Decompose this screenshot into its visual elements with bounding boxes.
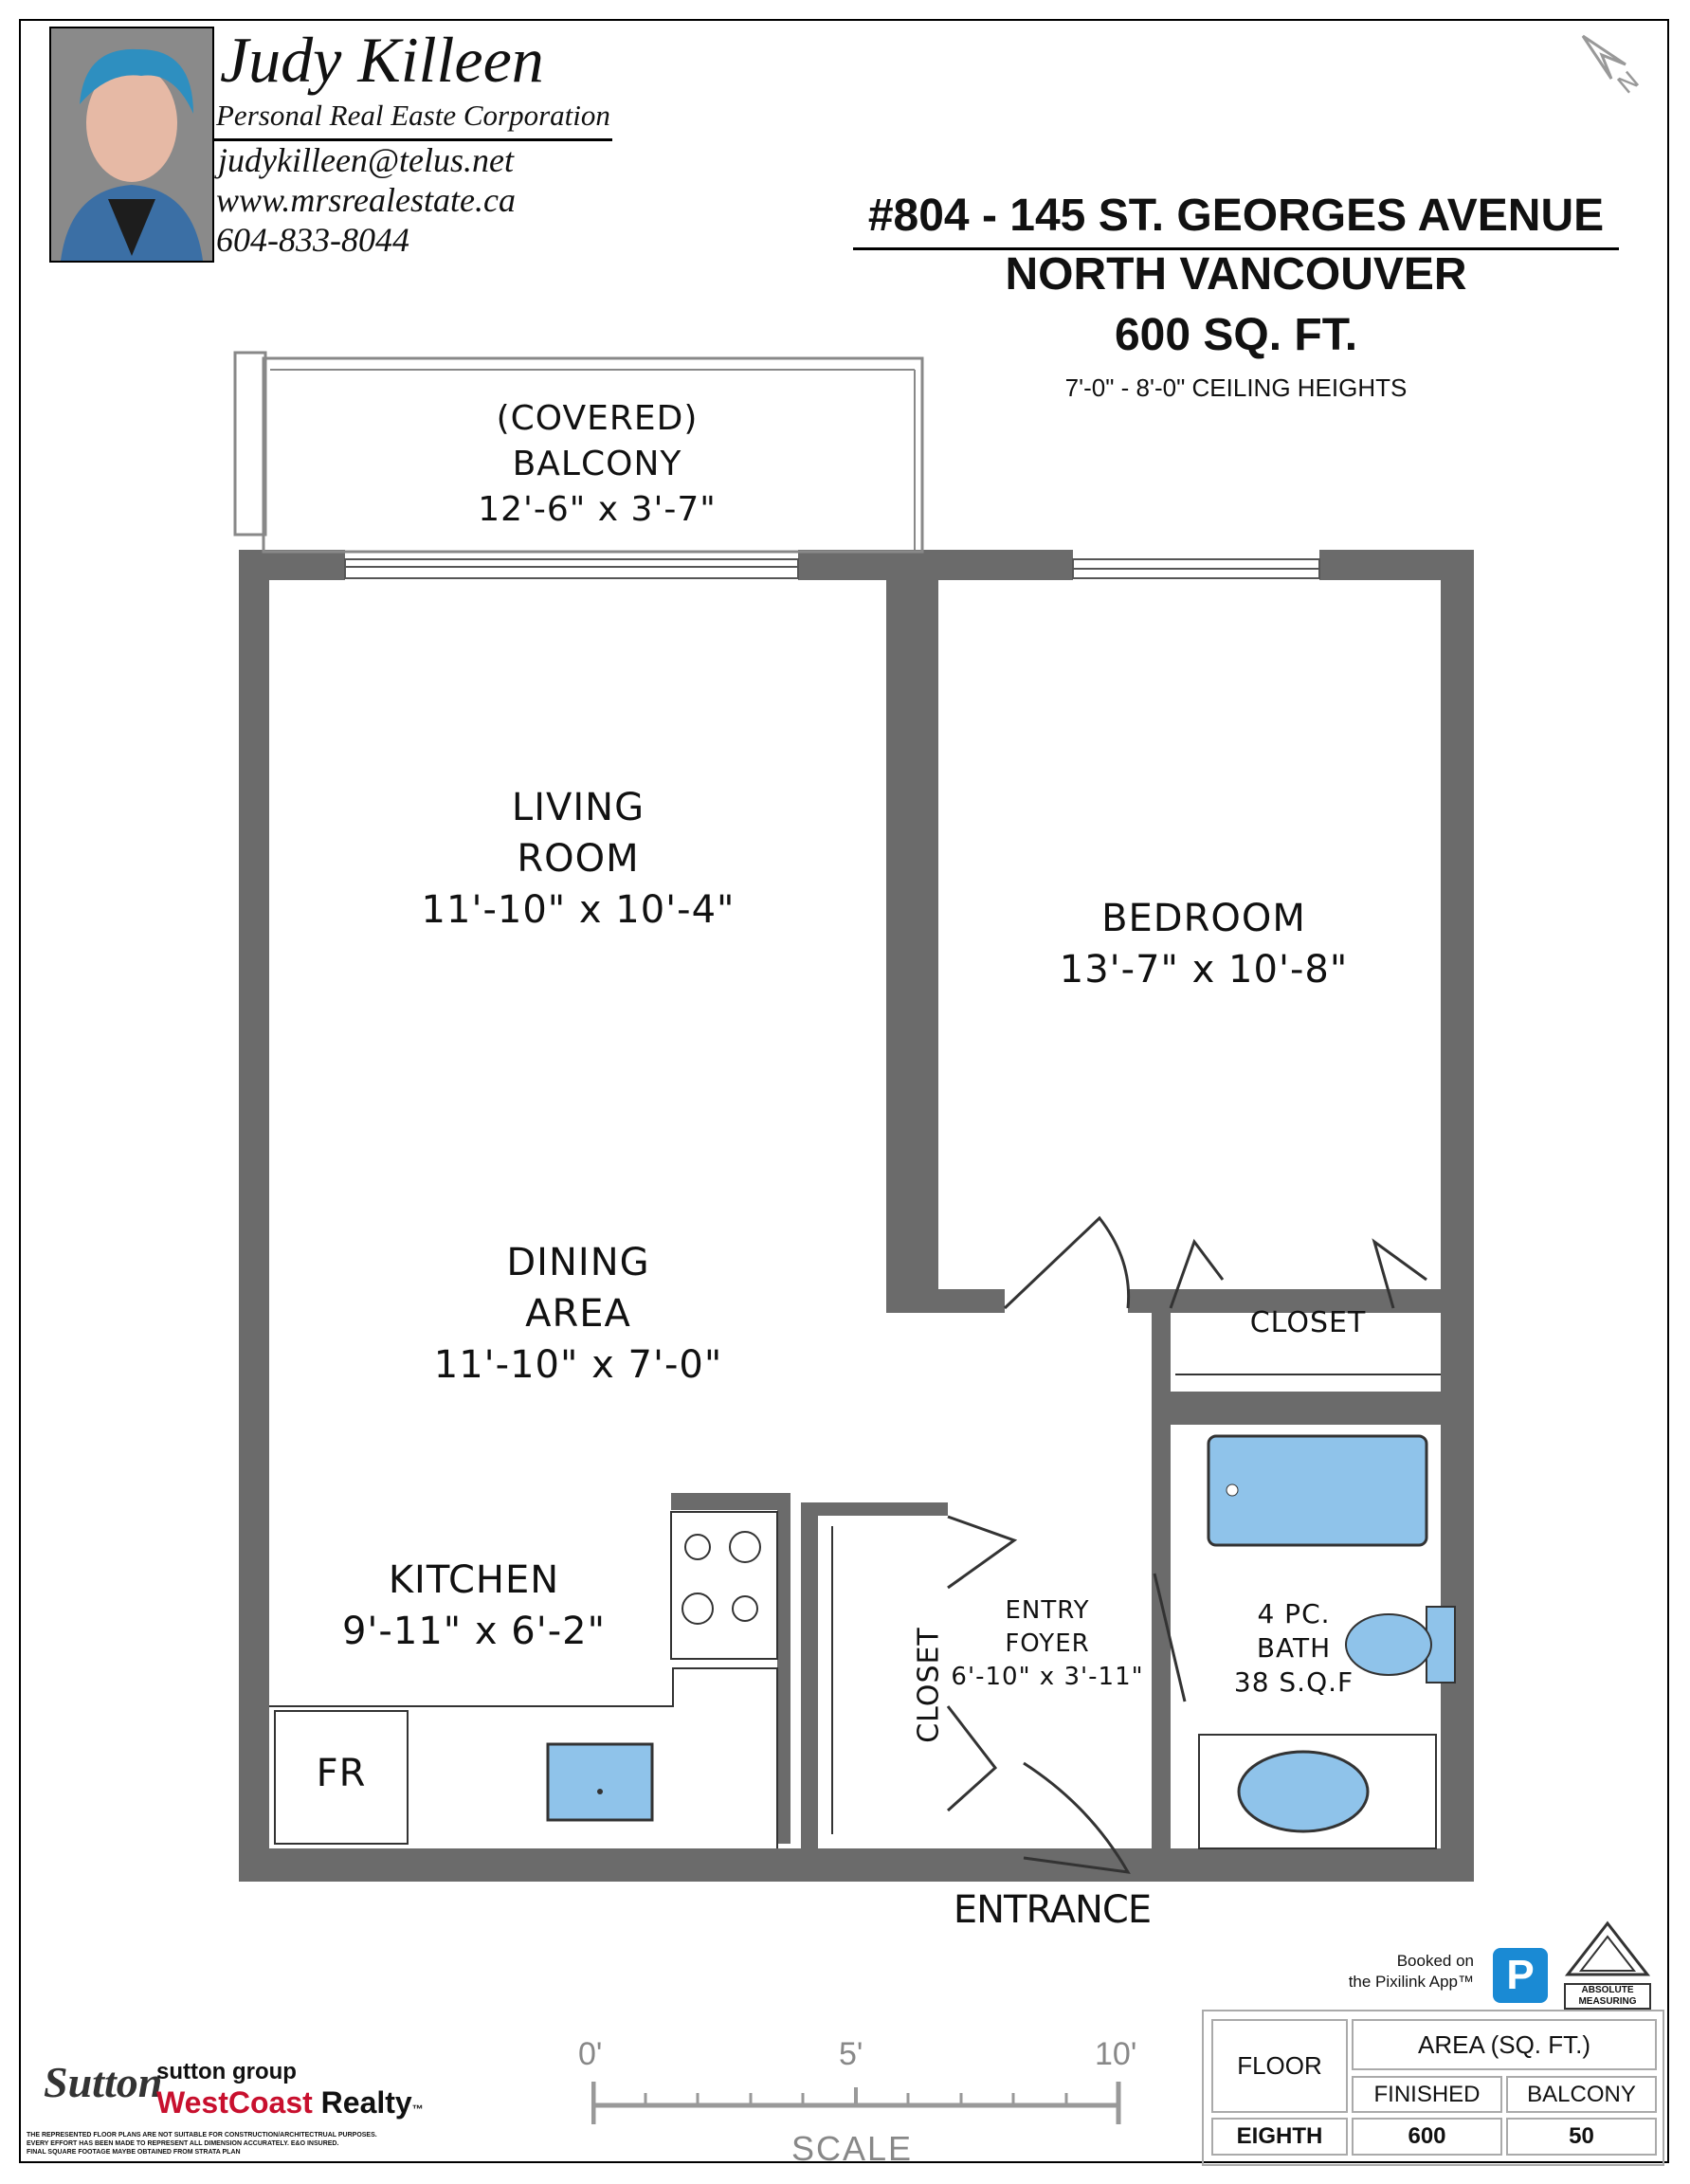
balcony-value: 50 — [1506, 2118, 1657, 2156]
area-table — [1202, 2010, 1664, 2166]
property-address: #804 - 145 ST. GEORGES AVENUE — [853, 190, 1619, 250]
scale-tick-5: 5' — [839, 2036, 863, 2072]
bedroom-label: BEDROOM 13'-7" x 10'-8" — [1059, 897, 1349, 992]
floor-value: EIGHTH — [1211, 2118, 1348, 2156]
finished-header: FINISHED — [1352, 2076, 1502, 2113]
closet-bedroom-label: CLOSET — [1249, 1306, 1367, 1339]
scale-tick-0: 0' — [578, 2036, 603, 2072]
sutton-logo: Sutton — [44, 2058, 163, 2106]
disclaimer: THE REPRESENTED FLOOR PLANS ARE NOT SUITABLE FOR CONSTRUCTION/ARCHITECTRUAL PURPOSES. EVERY EFFORT HAS BEEN MADE TO REPRESENT ALL DIMENSION ACCURATELY. E&O INSURED. FINAL SQUARE FOOTAGE MAYBE OBTAINED FROM STRATA PLAN — [27, 2132, 377, 2156]
ceiling-heights: 7'-0" - 8'-0" CEILING HEIGHTS — [1064, 373, 1408, 402]
area-header: AREA (SQ. FT.) — [1352, 2019, 1657, 2070]
bath-label: 4 PC. BATH 38 S.Q.F — [1233, 1598, 1354, 1698]
brokerage-line1: sutton group — [156, 2059, 297, 2084]
closet-entry-label: CLOSET — [912, 1627, 946, 1743]
pixilink-logo: P — [1493, 1948, 1548, 2003]
floor-header: FLOOR — [1211, 2019, 1348, 2113]
kitchen-label: KITCHEN 9'-11" x 6'-2" — [341, 1558, 606, 1653]
finished-value: 600 — [1352, 2118, 1502, 2156]
fridge-label: FR — [316, 1752, 367, 1795]
agent-website: www.mrsrealestate.ca — [216, 181, 516, 219]
dining-area-label: DINING AREA 11'-10" x 7'-0" — [433, 1241, 723, 1387]
absolute-measuring-logo: ABSOLUTE MEASURING — [1564, 1920, 1651, 2005]
pixilink-text: Booked on the Pixilink App™ — [1348, 1952, 1474, 1991]
property-city: NORTH VANCOUVER — [1005, 249, 1467, 300]
entry-foyer-label: ENTRY FOYER 6'-10" x 3'-11" — [951, 1596, 1144, 1691]
property-size: 600 SQ. FT. — [1114, 310, 1358, 360]
living-room-label: LIVING ROOM 11'-10" x 10'-4" — [421, 786, 736, 932]
scale-label: SCALE — [791, 2129, 914, 2168]
agent-corporation: Personal Real Easte Corporation — [214, 99, 612, 141]
svg-text:N: N — [1612, 66, 1645, 100]
agent-phone: 604-833-8044 — [216, 221, 409, 259]
balcony-label: (COVERED) BALCONY 12'-6" x 3'-7" — [478, 399, 717, 529]
agent-email: judykilleen@telus.net — [218, 141, 515, 179]
agent-name: Judy Killeen — [220, 24, 544, 96]
brokerage-name: WestCoast Realty™ — [156, 2085, 424, 2120]
balcony-header: BALCONY — [1506, 2076, 1657, 2113]
scale-tick-10: 10' — [1095, 2036, 1137, 2072]
entrance-label: ENTRANCE — [953, 1888, 1152, 1932]
